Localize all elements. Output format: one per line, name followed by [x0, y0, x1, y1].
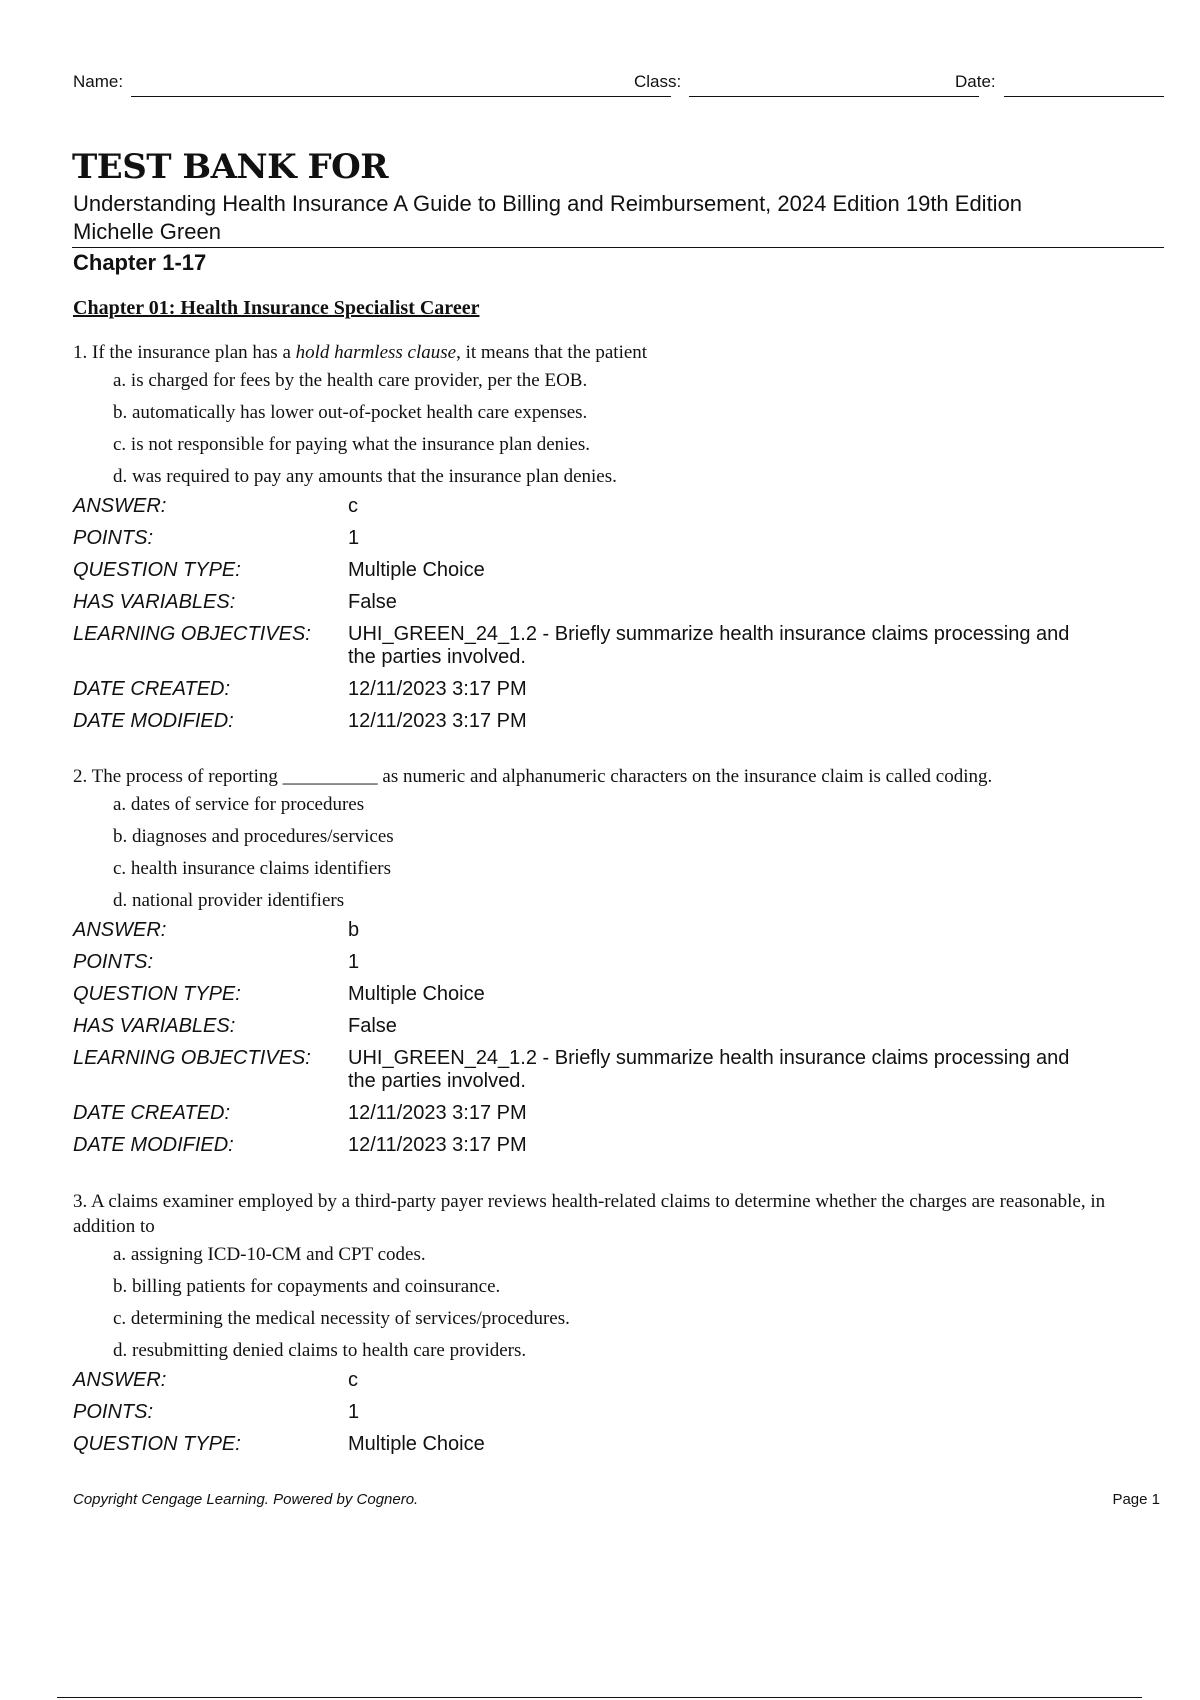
- question-type-label: QUESTION TYPE:: [73, 983, 241, 1005]
- document-title: TEST BANK FOR: [72, 147, 389, 187]
- learning-objectives-value: [348, 1047, 1165, 1093]
- answer-row: [73, 1369, 1165, 1392]
- date-created-value: 12/11/2023 3:17 PM: [348, 1102, 527, 1124]
- objective-line: UHI_GREEN_24_1.2 - Briefly summarize health insurance claims processing and: [348, 623, 1070, 645]
- name-label: Name:: [73, 72, 124, 91]
- question-metadata: [73, 919, 1165, 1157]
- question-3: [73, 1189, 1165, 1456]
- date-created-row: [73, 678, 1165, 701]
- choice-d: d. resubmitting denied claims to health care providers.: [113, 1340, 527, 1361]
- answer-value: b: [348, 919, 360, 941]
- objective-line: the parties involved.: [348, 646, 526, 668]
- has-variables-row: [73, 591, 1165, 614]
- choice-a: a. dates of service for procedures: [113, 794, 365, 815]
- title-divider: [72, 247, 1164, 248]
- question-type-row: [73, 1433, 1165, 1456]
- answer-row: [73, 919, 1165, 942]
- has-variables-row: [73, 1015, 1165, 1038]
- question-1: [73, 340, 1165, 733]
- points-row: [73, 527, 1165, 550]
- question-type-value: Multiple Choice: [348, 983, 485, 1005]
- learning-objectives-label: LEARNING OBJECTIVES:: [73, 623, 311, 645]
- answer-value: c: [348, 1369, 358, 1391]
- question-metadata: [73, 1369, 1165, 1456]
- answer-value: c: [348, 495, 358, 517]
- points-value: 1: [348, 951, 360, 973]
- book-subtitle: [73, 190, 1153, 246]
- name-field-line: [131, 96, 671, 97]
- class-field-line: [689, 96, 979, 97]
- copyright-footer: Copyright Cengage Learning. Powered by Cognero.: [73, 1491, 419, 1508]
- page-bottom-rule: [57, 1697, 1142, 1698]
- choice-b: b. billing patients for copayments and coinsurance.: [113, 1276, 501, 1297]
- choice-list: [73, 789, 1165, 917]
- question-type-value: Multiple Choice: [348, 1433, 485, 1455]
- question-type-row: [73, 559, 1165, 582]
- page-number: Page 1: [1112, 1491, 1160, 1508]
- learning-objectives-row: [73, 623, 1165, 669]
- points-value: 1: [348, 527, 360, 549]
- points-row: [73, 1401, 1165, 1424]
- question-type-label: QUESTION TYPE:: [73, 1433, 241, 1455]
- points-value: 1: [348, 1401, 360, 1423]
- answer-row: [73, 495, 1165, 518]
- question-type-value: Multiple Choice: [348, 559, 485, 581]
- objective-line: UHI_GREEN_24_1.2 - Briefly summarize health insurance claims processing and: [348, 1047, 1070, 1069]
- has-variables-value: False: [348, 1015, 397, 1037]
- learning-objectives-row: [73, 1047, 1165, 1093]
- choice-c: c. is not responsible for paying what the insurance plan denies.: [113, 434, 590, 455]
- question-type-label: QUESTION TYPE:: [73, 559, 241, 581]
- date-created-label: DATE CREATED:: [73, 1102, 231, 1124]
- subtitle-line-1: Understanding Health Insurance A Guide to Billing and Reimbursement, 2024 Edition 19th Edition: [73, 191, 1023, 216]
- date-modified-row: [73, 1134, 1165, 1157]
- points-label: POINTS:: [73, 527, 154, 549]
- stem-emphasis: hold harmless clause: [295, 342, 457, 363]
- date-modified-label: DATE MODIFIED:: [73, 1134, 234, 1156]
- stem-text: , it means that the patient: [456, 342, 648, 363]
- question-stem: [73, 340, 1165, 365]
- date-label: Date:: [955, 72, 996, 91]
- date-modified-label: DATE MODIFIED:: [73, 710, 234, 732]
- question-type-row: [73, 983, 1165, 1006]
- answer-label: ANSWER:: [73, 495, 167, 517]
- choice-a: a. is charged for fees by the health care provider, per the EOB.: [113, 370, 588, 391]
- answer-label: ANSWER:: [73, 919, 167, 941]
- date-modified-value: 12/11/2023 3:17 PM: [348, 1134, 527, 1156]
- has-variables-value: False: [348, 591, 397, 613]
- has-variables-label: HAS VARIABLES:: [73, 591, 236, 613]
- choice-list: [73, 365, 1165, 493]
- class-label: Class:: [634, 72, 682, 91]
- has-variables-label: HAS VARIABLES:: [73, 1015, 236, 1037]
- subtitle-line-2: Michelle Green: [73, 219, 221, 244]
- chapter-range: Chapter 1-17: [73, 250, 207, 275]
- question-stem: 2. The process of reporting __________ as numeric and alphanumeric characters on the insurance claim is called coding.: [73, 766, 993, 787]
- choice-b: b. diagnoses and procedures/services: [113, 826, 394, 847]
- points-label: POINTS:: [73, 1401, 154, 1423]
- date-created-value: 12/11/2023 3:17 PM: [348, 678, 527, 700]
- points-label: POINTS:: [73, 951, 154, 973]
- choice-c: c. health insurance claims identifiers: [113, 858, 392, 879]
- stem-text: 1. If the insurance plan has a: [73, 342, 296, 363]
- choice-a: a. assigning ICD-10-CM and CPT codes.: [113, 1244, 426, 1265]
- answer-label: ANSWER:: [73, 1369, 167, 1391]
- choice-d: d. national provider identifiers: [113, 890, 345, 911]
- choice-b: b. automatically has lower out-of-pocket health care expenses.: [113, 402, 588, 423]
- points-row: [73, 951, 1165, 974]
- date-created-row: [73, 1102, 1165, 1125]
- question-stem: 3. A claims examiner employed by a third-party payer reviews health-related claims to determine whether the charges are reasonable, in addition to: [73, 1191, 1106, 1237]
- choice-list: [73, 1239, 1165, 1367]
- date-field-line: [1004, 96, 1164, 97]
- learning-objectives-value: [348, 623, 1165, 669]
- choice-c: c. determining the medical necessity of services/procedures.: [113, 1308, 570, 1329]
- chapter-heading: Chapter 01: Health Insurance Specialist Career: [73, 297, 480, 319]
- date-created-label: DATE CREATED:: [73, 678, 231, 700]
- choice-d: d. was required to pay any amounts that the insurance plan denies.: [113, 466, 617, 487]
- date-modified-row: [73, 710, 1165, 733]
- learning-objectives-label: LEARNING OBJECTIVES:: [73, 1047, 311, 1069]
- objective-line: the parties involved.: [348, 1070, 526, 1092]
- question-metadata: [73, 495, 1165, 733]
- date-modified-value: 12/11/2023 3:17 PM: [348, 710, 527, 732]
- question-2: [73, 764, 1165, 1157]
